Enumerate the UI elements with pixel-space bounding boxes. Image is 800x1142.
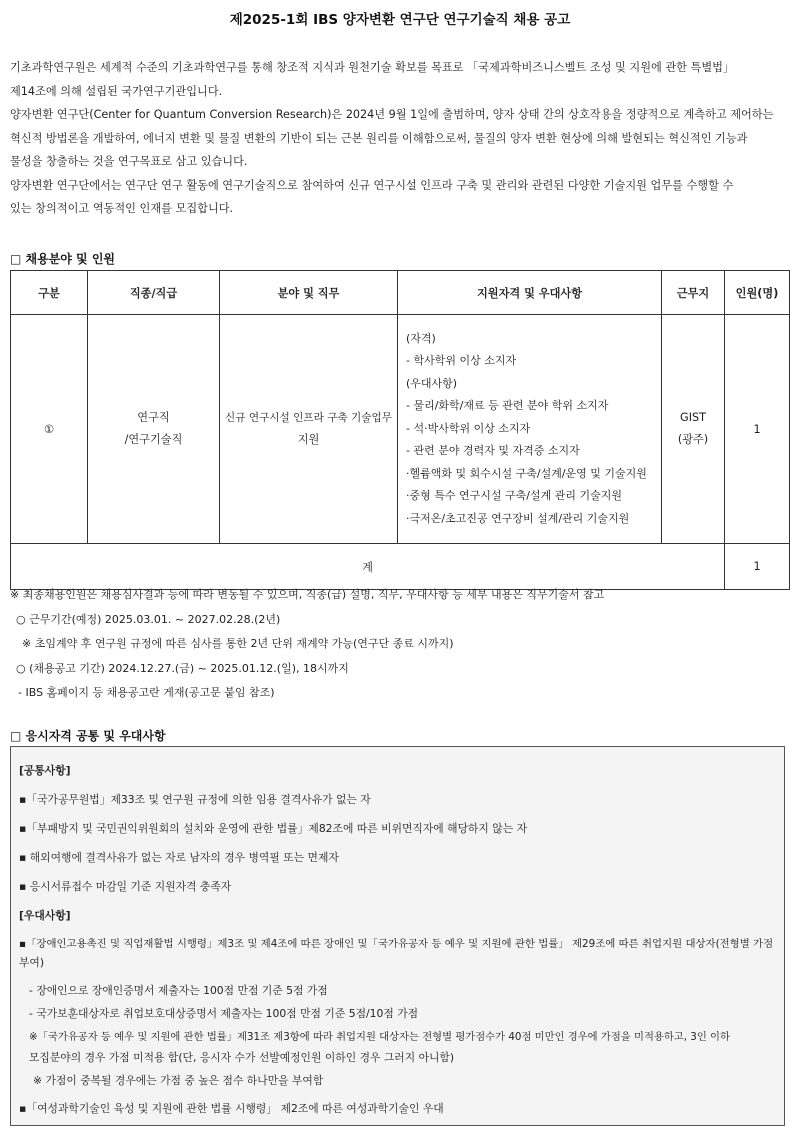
preference-item: ▪「장애인고용촉진 및 직업재활법 시행령」제3조 및 제4조에 따른 장애인 및「국가유공자 등 예우 및 지원에 관한 법률」 제29조에 따른 취업지원 대상자(전형별 가점: [19, 938, 774, 950]
intro-line: 물성을 창출하는 것을 연구목표로 삼고 있습니다.: [10, 155, 248, 168]
job-type-line: /연구기술직: [124, 433, 183, 446]
table-row: [11, 315, 790, 544]
preference-item: ▪「여성과학기술인 육성 및 지원에 관한 법률 시행령」 제2조에 따른 여성과학기술인 우대: [19, 1102, 444, 1115]
header-cell: 지원자격 및 우대사항: [398, 271, 662, 315]
field-line: 신규 연구시설 인프라 구축 기술업무: [225, 412, 392, 424]
preference-detail: - 국가보훈대상자로 취업보호대상증명서 제출자는 100점 만점 기준 5점/10점 가점: [29, 1007, 419, 1020]
preference-title: [우대사항]: [19, 909, 71, 922]
intro-line: 제14조에 의해 설립된 국가연구기관입니다.: [10, 84, 223, 98]
table-header-row: [11, 271, 790, 315]
header-cell: 직종/직급: [88, 271, 220, 315]
qualification-line: - 학사학위 이상 소지자: [406, 354, 517, 368]
row-number: ①: [11, 315, 88, 544]
total-count: 1: [725, 544, 790, 590]
common-item: ▪「부패방지 및 국민권익위원회의 설치와 운영에 관한 법률」제82조에 따른 비위면직자에 해당하지 않는 자: [19, 822, 528, 835]
section-heading-positions: □ 채용분야 및 인원: [10, 252, 116, 266]
field-cell: [220, 315, 398, 544]
note-line: ○ (채용공고 기간) 2024.12.27.(금) ~ 2025.01.12.(일), 18시까지: [16, 661, 349, 675]
job-type-line: 연구직: [137, 411, 170, 424]
qualification-line: ·헬륨액화 및 회수시설 구축/설계/운영 및 기술지원: [406, 466, 647, 480]
note-line: ○ 근무기간(예정) 2025.03.01. ~ 2027.02.28.(2년): [16, 612, 281, 626]
common-item: ▪「국가공무원법」제33조 및 연구원 규정에 의한 임용 결격사유가 없는 자: [19, 793, 371, 806]
preference-detail: 모집분야의 경우 가점 미적용 함(단, 응시자 수가 선발예정인원 이하인 경우 그러지 아니함): [29, 1051, 455, 1064]
job-type-cell: [88, 315, 220, 544]
common-title: [공통사항]: [19, 764, 71, 777]
field-line: 지원: [297, 433, 320, 446]
qualification-line: ·중형 특수 연구시설 구축/설계 관리 기술지원: [406, 489, 622, 503]
header-cell: 인원(명): [725, 271, 790, 315]
section-heading-eligibility: □ 응시자격 공통 및 우대사항: [10, 729, 166, 743]
notes-block: [10, 583, 790, 706]
preference-detail: - 장애인으로 장애인증명서 제출자는 100점 만점 기준 5점 가점: [29, 984, 328, 997]
header-cell: 분야 및 직무: [220, 271, 398, 315]
intro-line: 혁신적 방법론을 개발하여, 에너지 변환 및 물질 변환의 기반이 되는 근본 원리를 이해함으로써, 물질의 양자 변환 현상에 의해 발현되는 혁신적인 기능과: [10, 131, 748, 145]
page-title: 제2025-1회 IBS 양자변환 연구단 연구기술직 채용 공고: [229, 12, 571, 28]
common-item: ▪ 해외여행에 결격사유가 없는 자로 남자의 경우 병역필 또는 면제자: [19, 851, 339, 864]
intro-line: 기초과학연구원은 세계적 수준의 기초과학연구를 통해 창조적 지식과 원천기술 확보를 목표로 「국제과학비즈니스벨트 조성 및 지원에 관한 특별법」: [10, 61, 735, 74]
qualification-line: (우대사항): [406, 376, 458, 390]
header-cell: 근무지: [662, 271, 725, 315]
qualification-line: - 관련 분야 경력자 및 자격증 소지자: [406, 444, 580, 458]
qualification-line: - 물리/화학/재료 등 관련 분야 학위 소지자: [406, 399, 609, 413]
location-line: GIST: [680, 411, 706, 424]
intro-text: [10, 56, 790, 221]
intro-line: 있는 창의적이고 역동적인 인재를 모집합니다.: [10, 202, 234, 215]
qualification-cell: [398, 315, 662, 544]
location-cell: [662, 315, 725, 544]
qualification-line: ·극저온/초고진공 연구장비 설계/관리 기술지원: [406, 511, 630, 525]
note-line: - IBS 홈페이지 등 채용공고란 게재(공고문 붙임 참조): [18, 686, 275, 699]
headcount-cell: 1: [725, 315, 790, 544]
common-item: ▪ 응시서류접수 마감일 기준 지원자격 충족자: [19, 880, 232, 893]
qualification-line: (자격): [406, 331, 436, 345]
preference-detail: ※ 가점이 중복될 경우에는 가점 중 높은 점수 하나만을 부여함: [33, 1074, 324, 1087]
preference-item-cont: 부여): [19, 956, 45, 969]
eligibility-box: [10, 746, 785, 1126]
intro-line: 양자변환 연구단(Center for Quantum Conversion Research)은 2024년 9월 1일에 출범하며, 양자 상태 간의 상호작용을 정량적으로 계측하고 제어하는: [10, 108, 774, 121]
intro-line: 양자변환 연구단에서는 연구단 연구 활동에 연구기술직으로 참여하여 신규 연구시설 인프라 구축 및 관리와 관련된 다양한 기술지원 업무를 수행할 수: [10, 178, 734, 192]
total-label: 계: [11, 544, 725, 590]
qualification-line: - 석·박사학위 이상 소지자: [406, 421, 531, 435]
note-line: ※ 초임계약 후 연구원 규정에 따른 심사를 통한 2년 단위 재계약 가능(연구단 종료 시까지): [22, 637, 454, 650]
preference-detail: ※「국가유공자 등 예우 및 지원에 관한 법률」제31조 제3항에 따라 취업지원 대상자는 전형별 평가점수가 40점 미만인 경우에 가점을 미적용하고, 3인 이하: [29, 1031, 730, 1043]
note-line: ※ 최종채용인원은 채용심사결과 등에 따라 변동될 수 있으며, 직종(급) 설명, 직무, 우대사항 등 세부 내용은 직무기술서 참고: [10, 588, 605, 601]
location-line: (광주): [677, 433, 709, 446]
recruitment-table: [10, 270, 790, 590]
header-cell: 구분: [11, 271, 88, 315]
